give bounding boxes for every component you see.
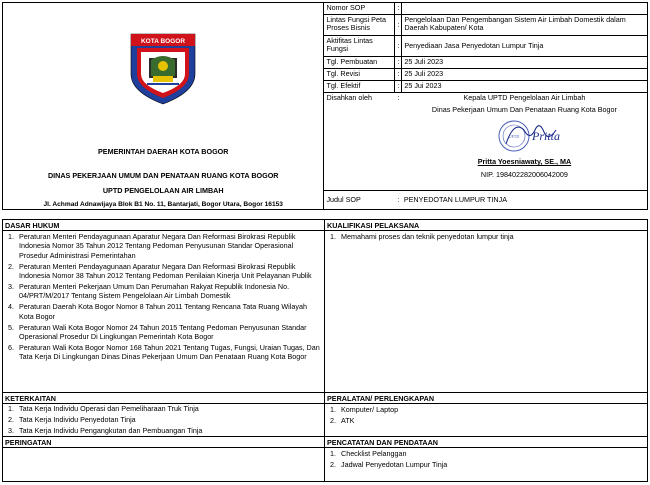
nomor-sop-value: [402, 3, 648, 15]
svg-text:UPTD: UPTD: [509, 134, 520, 140]
pencatatan-section: [324, 436, 648, 482]
judul-sop-label: Judul SOP: [324, 191, 395, 210]
peringatan-title: PERINGATAN: [3, 437, 324, 448]
list-item: 3. Peraturan Menteri Pekerjaan Umum Dan Perumahan Rakyat Republik Indonesia No. 04/PRT/M/2017 Tentang Sistem Pengelolaan Air Limbah Domestik: [8, 282, 290, 301]
agency-address: Jl. Achmad Adnawijaya Blok B1 No. 11, Bantarjati, Bogor Utara, Bogor 16153: [43, 200, 283, 208]
list-item: 2. Peraturan Menteri Pendayagunaan Aparatur Negara Dan Reformasi Birokrasi Republik Indonesia Nomor 38 Tahun 2012 Tentang Pedoman Penilaian Kinerja Unit Pelayanan Publik: [8, 261, 312, 281]
list-item: 1. Komputer/ Laptop: [330, 405, 399, 414]
unit-name: UPTD PENGELOLAAN AIR LIMBAH: [102, 185, 224, 195]
peringatan-section: [2, 436, 325, 482]
tgl-efektif-label: Tgl. Efektif: [324, 80, 395, 92]
aktifitas-value: Penyediaan Jasa Penyedotan Lumpur Tinja: [402, 35, 648, 56]
dasar-hukum-list: [3, 231, 324, 362]
kualifikasi-list: [325, 231, 647, 241]
approval-block: [402, 92, 648, 190]
approver-title-1: Kepala UPTD Pengelolaan Air Limbah: [463, 92, 586, 102]
disahkan-label: Disahkan oleh: [324, 92, 395, 190]
tgl-pembuatan-value: 25 Juli 2023: [402, 56, 648, 68]
signature-text: Pritta: [532, 129, 561, 144]
dept-name: DINAS PEKERJAAN UMUM DAN PENATAAN RUANG KOTA BOGOR: [47, 171, 279, 181]
nomor-sop-label: Nomor SOP: [324, 3, 395, 15]
peralatan-section: [324, 392, 648, 437]
keterkaitan-title: KETERKAITAN: [3, 393, 324, 404]
list-item: 1. Memahami proses dan teknik penyedotan lumpur tinja: [330, 232, 514, 241]
list-item: 2. ATK: [330, 415, 355, 425]
list-item: 3. Tata Kerja Individu Pengangkutan dan Pembuangan Tinja: [8, 425, 203, 435]
list-item: 2. Jadwal Penyedotan Lumpur Tinja: [330, 459, 448, 469]
dasar-hukum-title: DASAR HUKUM: [3, 220, 324, 231]
list-item: 5. Peraturan Wali Kota Bogor Nomor 24 Tahun 2015 Tentang Pedoman Penyusunan Standar Operasional Prosedur Di Lingkungan Pemerintah Kota Bogor: [8, 322, 307, 342]
org-name: PEMERINTAH DAERAH KOTA BOGOR: [98, 147, 229, 156]
judul-sop-value: PENYEDOTAN LUMPUR TINJA: [402, 191, 648, 210]
kota-bogor-emblem-icon: [127, 30, 199, 106]
lintas-fungsi-value: Pengelolaan Dan Pengembangan Sistem Air Limbah Domestik dalam Daerah Kabupaten/ Kota: [402, 15, 648, 36]
list-item: 1. Tata Kerja Individu Operasi dan Pemeliharaan Truk Tinja: [8, 404, 199, 413]
dasar-hukum-section: [2, 219, 325, 393]
list-item: 1. Checklist Pelanggan: [330, 449, 407, 458]
stamp-signature-icon: [484, 118, 564, 154]
sop-header-table: KOTA BOGOR PEMERINTAH DAERAH KOTA BOGOR DINAS PEKERJAAN UMUM DAN PENATAAN RUANG KOTA BOGOR UPTD PENGELOLAAN AIR LIMBAH Jl. Achmad Adnawijaya Blok B1 No. 11, Bantarjati, Bogor Utara, Bogor 16153 Nomor SOP : Lintas Fungsi Peta Proses Bisnis : Pengelolaan Dan Pengembangan Sistem Air Limbah Domestik dalam Daerah Kabupaten/ Kota Aktifitas Lintas Fungsi : Penyediaan Jasa Penyedotan Lumpur Tinja Tgl. Pembuatan : 25 Juli 2023 Tgl. Revisi : 25 Juli 2023 Tgl. Efektif : 25 Jui 2023 Disahkan oleh : Kepala UPTD Pengelolaan Air Limbah Dinas Pekerjaan Umum Dan Penataan Ruang Kota Bogor UPTD Pritta Pritta Yoesniawaty, SE., MA NIP. 198402282006042009 Judul SOP : PENYEDOTAN LUMPUR TINJA: [2, 2, 648, 210]
pencatatan-title: PENCATATAN DAN PENDATAAN: [325, 437, 647, 448]
peringatan-list: [3, 448, 324, 449]
keterkaitan-section: [2, 392, 325, 437]
approver-title-2: Dinas Pekerjaan Umum Dan Penataan Ruang Kota Bogor: [431, 105, 617, 115]
approver-nip: NIP. 198402282006042009: [480, 169, 568, 179]
kualifikasi-section: [324, 219, 648, 393]
agency-header: [3, 3, 324, 210]
list-item: 1. Peraturan Menteri Pendayagunaan Aparatur Negara Dan Reformasi Birokrasi Republik Indonesia Nomor 35 Tahun 2012 Tentang Pedoman Penyusunan Standar Operasional Prosedur Administrasi Pemerintahan: [8, 232, 296, 260]
list-item: 6. Peraturan Wali Kota Bogor Nomor 168 Tahun 2021 Tentang Tugas, Fungsi, Uraian Tugas, Dan Tata Kerja Di Lingkungan Dinas Dinas Pekerjaan Umum Dan Penataan Ruang Kota Bogor: [8, 342, 320, 362]
list-item: 4. Peraturan Daerah Kota Bogor Nomor 8 Tahun 2011 Tentang Rencana Tata Ruang Wilayah Kota Bogor: [8, 302, 307, 321]
peralatan-title: PERALATAN/ PERLENGKAPAN: [325, 393, 647, 404]
peralatan-list: [325, 404, 647, 425]
tgl-revisi-label: Tgl. Revisi: [324, 68, 395, 80]
tgl-efektif-value: 25 Jui 2023: [402, 80, 648, 92]
keterkaitan-list: [3, 404, 324, 435]
list-item: 2. Tata Kerja Individu Penyedotan Tinja: [8, 414, 136, 424]
logo-text: KOTA BOGOR: [141, 38, 186, 45]
kualifikasi-title: KUALIFIKASI PELAKSANA: [325, 220, 647, 231]
sop-document: [2, 2, 648, 483]
tgl-revisi-value: 25 Juli 2023: [402, 68, 648, 80]
lintas-fungsi-label: Lintas Fungsi Peta Proses Bisnis: [324, 15, 395, 36]
tgl-pembuatan-label: Tgl. Pembuatan: [324, 56, 395, 68]
aktifitas-label: Aktifitas Lintas Fungsi: [324, 35, 395, 56]
approver-name: Pritta Yoesniawaty, SE., MA: [477, 157, 572, 167]
pencatatan-list: [325, 448, 647, 469]
